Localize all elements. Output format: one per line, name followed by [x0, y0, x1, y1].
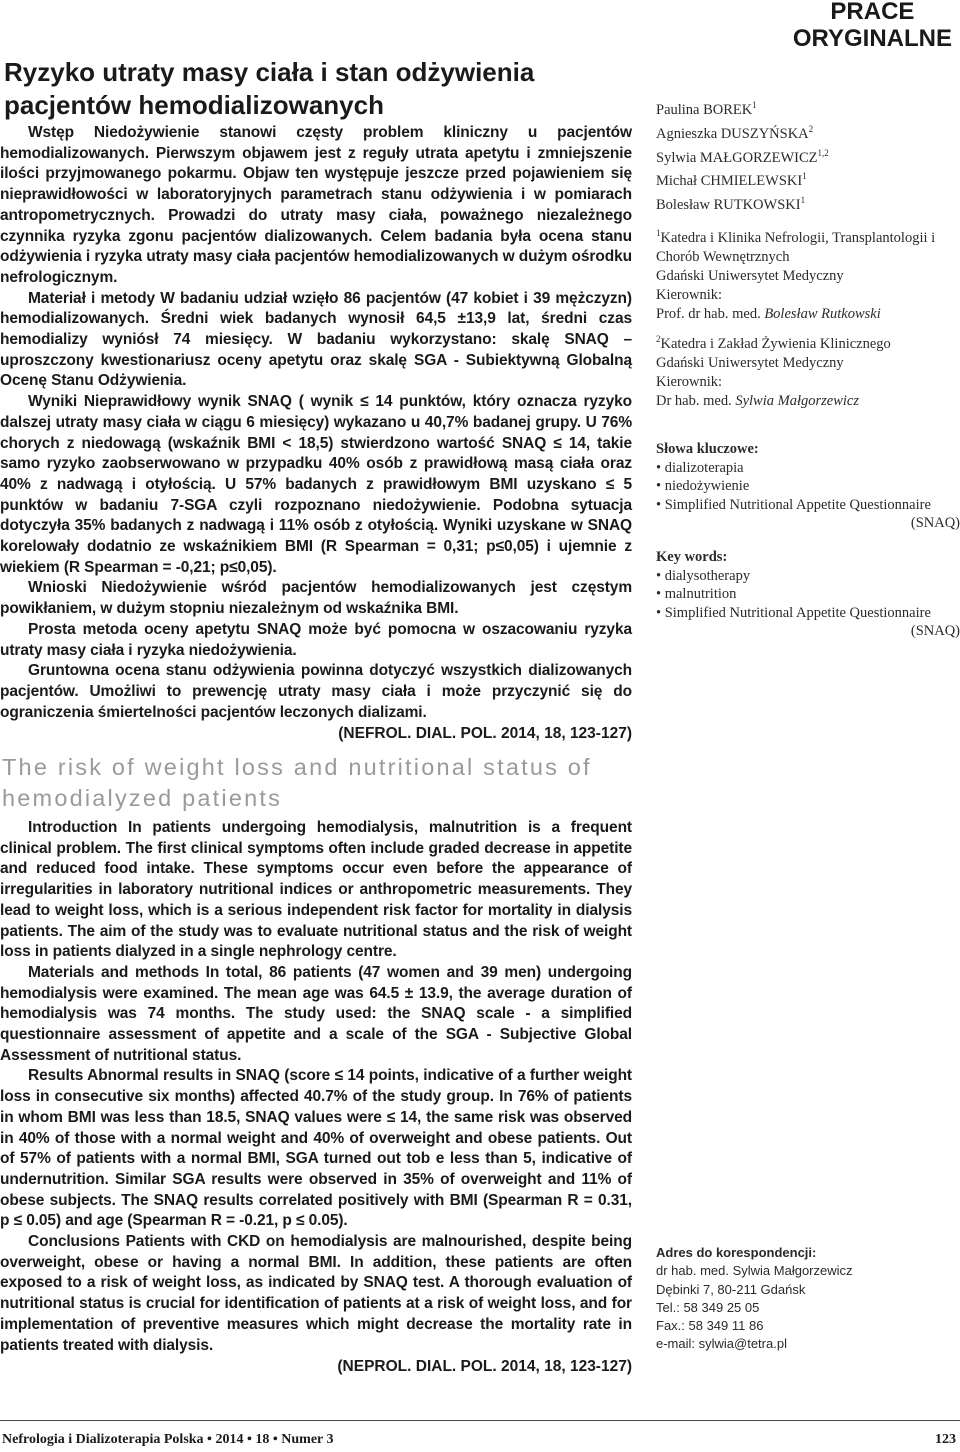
keyword-item: • niedożywienie — [656, 478, 750, 494]
affiliation-line — [656, 330, 960, 354]
keyword-text: Simplified Nutritional Appetite Questionnaire — [664, 496, 931, 513]
keyword-item: • Simplified Nutritional Appetite Questionnaire — [656, 496, 931, 513]
keyword-tail: (SNAQ) — [910, 515, 960, 531]
affiliation-head — [656, 392, 960, 411]
keywords-heading: Key words: — [656, 549, 728, 565]
author — [656, 96, 829, 120]
keyword-item: • Simplified Nutritional Appetite Questionnaire — [656, 604, 931, 621]
keywords-polish — [656, 440, 960, 533]
author-affiliation-mark: 1 — [802, 171, 807, 182]
correspondence-line: Tel.: 58 349 25 05 — [656, 1299, 760, 1315]
author-name: Paulina BOREK — [656, 101, 753, 118]
keyword-text: niedożywienie — [664, 478, 750, 494]
correspondence-line: dr hab. med. Sylwia Małgorzewicz — [656, 1263, 853, 1279]
abstract-paragraph: Results Abnormal results in SNAQ (score ≤ 14 points, indicative of a further weight loss in consecutive six months) affected 40.7% of the study group. In 76% of patients in whom BMI was less than 18.5, SNAQ values were ≤ 14, the same risk was observed in 40% of those with a normal weight and 40% of overweight and obese patients. Out of 57% of patients with a normal BMI, SGA turned out tob e less than 5, indicative of undernutrition. Similar SGA results were observed in 35% of overweight and 11% of obese subjects. The SNAQ results correlated positively with BMI (Spearman R = 0.31, p ≤ 0.05) and age (Spearman R = -0.21, p ≤ 0.05). — [0, 1067, 632, 1230]
polish-citation: (NEFROL. DIAL. POL. 2014, 18, 123-127) — [338, 725, 632, 743]
polish-abstract — [0, 123, 632, 744]
head-title: Prof. dr hab. med. — [656, 305, 761, 322]
abstract-paragraph: Materials and methods In total, 86 patients (47 women and 39 men) undergoing hemodialysis were examined. The mean age was 64.5 ± 13.9, the average duration of hemodialysis was 74 months. The study used: the SNAQ scale - a simplified questionnaire assessment of appetite and a scale of the SGA - Subjective Global Assessment of nutritional status. — [0, 963, 632, 1064]
footer-divider — [0, 1420, 960, 1421]
affiliation-1 — [656, 224, 960, 324]
author-list — [656, 96, 829, 215]
polish-title: Ryzyko utraty masy ciała i stan odżywienia pacjentów hemodializowanych — [4, 57, 535, 120]
affiliation-line: Gdański Uniwersytet Medyczny — [656, 267, 844, 284]
author-affiliation-mark: 1 — [752, 100, 757, 110]
keyword-item: • malnutrition — [656, 586, 737, 602]
author-name: Agnieszka DUSZYŃSKA — [656, 125, 809, 142]
abstract-paragraph: Conclusions Patients with CKD on hemodialysis are malnourished, despite being overweight, obese or having a normal BMI. In addition, these patients are often exposed to a risk of weight loss, as indicated by SNAQ test. A thorough evaluation of nutritional status is crucial for identification of patients at a risk of weight loss, and for implementation of preventive measures which might decrease the mortality rate in patients treated with dialysis. — [0, 1233, 632, 1354]
author — [656, 144, 829, 168]
author-affiliation-mark: 1 — [800, 195, 806, 206]
keyword-text: dialysotherapy — [664, 567, 751, 584]
head-name: Sylwia Małgorzewicz — [735, 392, 859, 409]
keyword-tail: (SNAQ) — [910, 623, 960, 639]
keyword-item: • dializoterapia — [656, 459, 744, 476]
head-name: Bolesław Rutkowski — [764, 305, 881, 322]
affiliation-mark: 2 — [656, 334, 661, 344]
affiliation-line — [656, 224, 960, 267]
author-affiliation-mark: 1,2 — [817, 147, 829, 158]
author-name: Michał CHMIELEWSKI — [656, 173, 803, 190]
section-label-line: PRACE — [830, 0, 915, 25]
affiliation-2 — [656, 330, 960, 411]
english-citation: (NEPROL. DIAL. POL. 2014, 18, 123-127) — [337, 1358, 632, 1376]
affiliation-line: Gdański Uniwersytet Medyczny — [656, 354, 844, 371]
english-abstract — [0, 818, 632, 1377]
keyword-text: Simplified Nutritional Appetite Questionnaire — [664, 604, 931, 621]
correspondence-line: Dębinki 7, 80-211 Gdańsk — [656, 1281, 806, 1297]
english-title: The risk of weight loss and nutritional status of hemodialyzed patients — [2, 754, 592, 811]
abstract-paragraph: Wnioski Niedożywienie wśród pacjentów hemodializowanych jest częstym powikłaniem, w dużym stopniu niezależnym od wskaźnika BMI. — [0, 579, 632, 618]
section-label — [793, 0, 952, 52]
author-affiliation-mark: 2 — [808, 123, 814, 134]
abstract-paragraph: Introduction In patients undergoing hemodialysis, malnutrition is a frequent clinical problem. The first clinical symptoms often include graded decrease in appetite and reduced food intake. These symptoms occur even before the appearance of irregularities in laboratory nutritional indices or anthropometric measurements. They lead to weight loss, which is a serious independent risk factor for mortality in dialysis patients. The aim of the study was to evaluate nutritional status and the risk of weight loss in patients dialyzed in a single nephrology centre. — [0, 819, 632, 961]
author — [656, 191, 829, 215]
affiliation-line: Kierownik: — [656, 373, 723, 390]
author-name: Bolesław RUTKOWSKI — [656, 197, 801, 214]
correspondence-heading: Adres do korespondencji: — [656, 1245, 817, 1260]
author-name: Sylwia MAŁGORZEWICZ — [656, 149, 818, 166]
correspondence-address — [656, 1244, 960, 1354]
affiliation-head — [656, 305, 960, 324]
abstract-paragraph: Wyniki Nieprawidłowy wynik SNAQ ( wynik ≤ 14 punktów, który oznacza ryzyko dalszej utraty masy ciała w ciągu 6 miesięcy) wykazano u 40,7% badanej grupy. U 76% chorych z niedowagą (wskaźnik BMI < 18,5) stwierdzono wartość SNAQ ≤ 14, takie samo ryzyko zaobserwowano w przypadku 40% osób z prawidłową masą ciała oraz 40% z nadwagą i otyłością. U 57% badanych z prawidłowym BMI uzyskano ≤ 5 punktów w badaniu 7-SGA czyli rozpoznano niedożywienie. Podobna sytuacja dotyczyła 35% badanych z nadwagą i 11% osób z otyłością. Wyniki uzyskane w SNAQ korelowały dodatnio ze wskaźnikiem BMI (R Spearman = 0,31; p≤0,05) i ujemnie z wiekiem (R Spearman = -0,21; p≤0,05). — [0, 393, 632, 576]
keywords-heading: Słowa kluczowe: — [656, 441, 759, 457]
abstract-paragraph: Gruntowna ocena stanu odżywienia powinna dotyczyć wszystkich dializowanych pacjentów. Umożliwi to prewencję utraty masy ciała i może przyczynić się do ograniczenia śmiertelności pacjentów leczonych dializami. — [0, 662, 632, 721]
abstract-paragraph: Wstęp Niedożywienie stanowi częsty problem kliniczny u pacjentów hemodializowanych. Pierwszym objawem jest z reguły utrata apetytu i zmniejszenie ilości przyjmowanego pokarmu. Objaw ten występuje jeszcze przed pojawieniem się nieprawidłowości w laboratoryjnych parametrach stanu odżywienia i w pomiarach antropometrycznych. Prowadzi do utraty masy ciała, poważnego niezależnego czynnika ryzyka zgonu pacjentów dializowanych. Celem badania była ocena stanu odżywienia i ryzyka utraty masy ciała pacjentów hemodializowanych w dużym ośrodku nefrologicznym. — [0, 124, 632, 286]
author — [656, 120, 829, 144]
page-number: 123 — [935, 1432, 956, 1447]
affiliation-text: Katedra i Klinika Nefrologii, Transplantologii i Chorób Wewnętrznych — [656, 229, 936, 265]
author — [656, 167, 829, 191]
correspondence-email: e-mail: sylwia@tetra.pl — [656, 1336, 787, 1352]
abstract-paragraph: Prosta metoda oceny apetytu SNAQ może być pomocna w oszacowaniu ryzyka utraty masy ciała i ryzyka niedożywienia. — [0, 620, 632, 659]
affiliation-line: Kierownik: — [656, 286, 723, 303]
abstract-paragraph: Materiał i metody W badaniu udział wzięło 86 pacjentów (47 kobiet i 39 mężczyzn) hemodializowanych. Średni wiek badanych wynosił 64,5 ±13,9 lat, średni czas hemodializy wyniósł 74 miesięcy. W badaniu wykorzystano: skalę SNAQ – uproszczony kwestionariusz oceny apetytu oraz skalę SGA - Subiektywną Globalną Ocenę Stanu Odżywienia. — [0, 289, 632, 390]
keyword-item: • dialysotherapy — [656, 567, 751, 584]
correspondence-line: Fax.: 58 349 11 86 — [656, 1318, 764, 1334]
head-title: Dr hab. med. — [656, 392, 732, 409]
affiliation-text: Katedra i Zakład Żywienia Klinicznego — [660, 335, 891, 352]
keyword-text: dializoterapia — [664, 459, 744, 476]
affiliation-mark: 1 — [656, 228, 661, 238]
section-label-line: ORYGINALNE — [792, 25, 952, 52]
keywords-english — [656, 548, 960, 641]
keyword-text: malnutrition — [664, 586, 737, 602]
footer-journal: Nefrologia i Dializoterapia Polska • 2014 • 18 • Numer 3 — [2, 1432, 334, 1447]
